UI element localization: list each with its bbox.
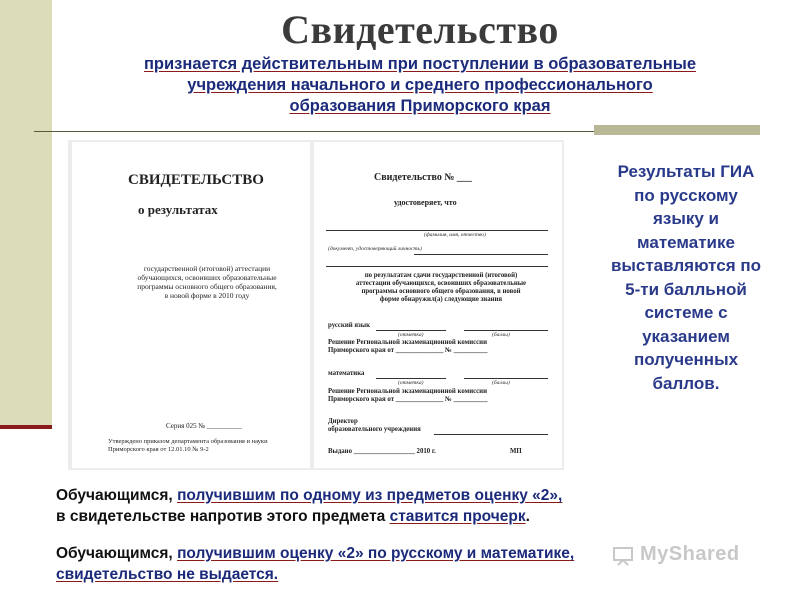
left-strip-accent-line xyxy=(0,425,52,429)
cover-series: Серия 025 № __________ xyxy=(166,422,242,430)
cover-body-line: программы основного общего образования, xyxy=(137,282,277,291)
note-line: математике xyxy=(637,232,735,252)
decision-line: Решение Региональной экзаменационной комиссии xyxy=(328,388,488,395)
director-line: образовательного учреждения xyxy=(328,426,421,433)
note-line: языку и xyxy=(652,209,720,228)
certificate-inner-page xyxy=(314,142,562,468)
note-line: полученных xyxy=(633,350,739,369)
rule-no-cert-prefix: Обучающимся, xyxy=(56,545,178,562)
inner-title: Свидетельство № ___ xyxy=(374,172,472,183)
gia-results-note xyxy=(584,160,788,395)
subtitle-line-1: признается действительным при поступлении в образовательные xyxy=(143,55,697,73)
cover-body-line: обучающихся, освоивших образовательные xyxy=(137,273,277,282)
russian-points-label: (баллы) xyxy=(492,332,510,338)
math-mark-line xyxy=(376,378,446,379)
cover-body-line: в новой форме в 2010 году xyxy=(164,291,250,300)
results-text xyxy=(328,272,554,304)
left-decorative-strip xyxy=(0,0,52,425)
results-line: по результатам сдачи государственной (итоговой) xyxy=(364,272,518,279)
math-mark-label: (отметка) xyxy=(398,380,424,386)
rule-no-certificate-paragraph xyxy=(56,543,574,585)
cover-title: СВИДЕТЕЛЬСТВО xyxy=(128,172,264,188)
page-title: Свидетельство xyxy=(281,7,559,52)
subtitle-line-3: образования Приморского края xyxy=(289,97,551,115)
rule-no-cert-condition: получившим оценку «2» по русскому и математике, xyxy=(177,545,575,562)
inner-certifies: удостоверяет, что xyxy=(394,198,457,207)
math-points-line xyxy=(464,378,548,379)
cover-approved xyxy=(108,438,308,454)
note-line: системе с xyxy=(644,303,728,322)
cover-approved-line: Приморского края от 12.01.10 № 9-2 xyxy=(108,446,209,453)
note-line: баллов. xyxy=(652,373,720,393)
decision-russian xyxy=(328,339,488,355)
director-block xyxy=(328,418,421,434)
certificate-cover-page xyxy=(72,142,310,468)
note-line: указанием xyxy=(642,326,730,346)
cover-subtitle: о результатах xyxy=(138,202,218,217)
rule-dash-prefix: Обучающимся, xyxy=(56,487,178,504)
russian-label: русский язык xyxy=(328,322,370,329)
note-line: 5-ти балльной xyxy=(625,279,747,299)
math-label: математика xyxy=(328,370,365,377)
note-line: Результаты ГИА xyxy=(617,162,755,181)
cover-body-line: государственной (итоговой) аттестации xyxy=(143,264,271,273)
cover-approved-line: Утверждено приказом департамента образования и науки xyxy=(108,438,268,445)
note-line: выставляются по xyxy=(610,256,762,275)
stamp-place: МП xyxy=(510,448,522,455)
russian-mark-label: (отметка) xyxy=(398,332,424,338)
results-line: форме обнаружил(а) следующие знания xyxy=(379,296,503,303)
label-document: (документ, удостоверяющий личность) xyxy=(328,246,422,252)
math-points-label: (баллы) xyxy=(492,380,510,386)
certificate-image xyxy=(68,140,564,470)
watermark-icon xyxy=(612,544,636,566)
russian-mark-line xyxy=(376,330,446,331)
rule-dash-line2: в свидетельстве напротив этого предмета xyxy=(56,508,390,525)
header-divider-line xyxy=(34,131,594,132)
decision-math xyxy=(328,388,488,404)
watermark-text: MyShared xyxy=(640,543,740,565)
decision-line: Решение Региональной экзаменационной комиссии xyxy=(328,339,488,346)
cover-body xyxy=(112,264,302,300)
subtitle xyxy=(80,54,760,117)
rule-dash-paragraph xyxy=(56,485,562,527)
document-line xyxy=(414,254,548,255)
rule-no-cert-result: свидетельство не выдается. xyxy=(56,566,279,583)
rule-dash-period: . xyxy=(525,508,530,525)
header-divider-bar xyxy=(594,125,760,135)
russian-points-line xyxy=(464,330,548,331)
rule-dash-result: ставится прочерк xyxy=(389,508,526,525)
director-signature-line xyxy=(434,434,548,435)
label-name: (фамилия, имя, отчество) xyxy=(424,232,486,238)
director-line: Директор xyxy=(328,418,358,425)
decision-line: Приморского края от ______________ № __________ xyxy=(328,396,488,403)
subtitle-line-2: учреждения начального и среднего профессионального xyxy=(187,76,653,94)
rule-dash-condition: получившим по одному из предметов оценку «2», xyxy=(177,487,563,504)
blank-line xyxy=(326,266,548,267)
decision-line: Приморского края от ______________ № __________ xyxy=(328,347,488,354)
results-line: программы основного общего образования, в новой xyxy=(361,288,521,295)
note-line: по русскому xyxy=(634,185,738,205)
issued-line: Выдано __________________ 2010 г. xyxy=(328,448,436,455)
name-line xyxy=(326,230,548,231)
results-line: аттестации обучающихся, освоивших образовательные xyxy=(355,280,527,287)
